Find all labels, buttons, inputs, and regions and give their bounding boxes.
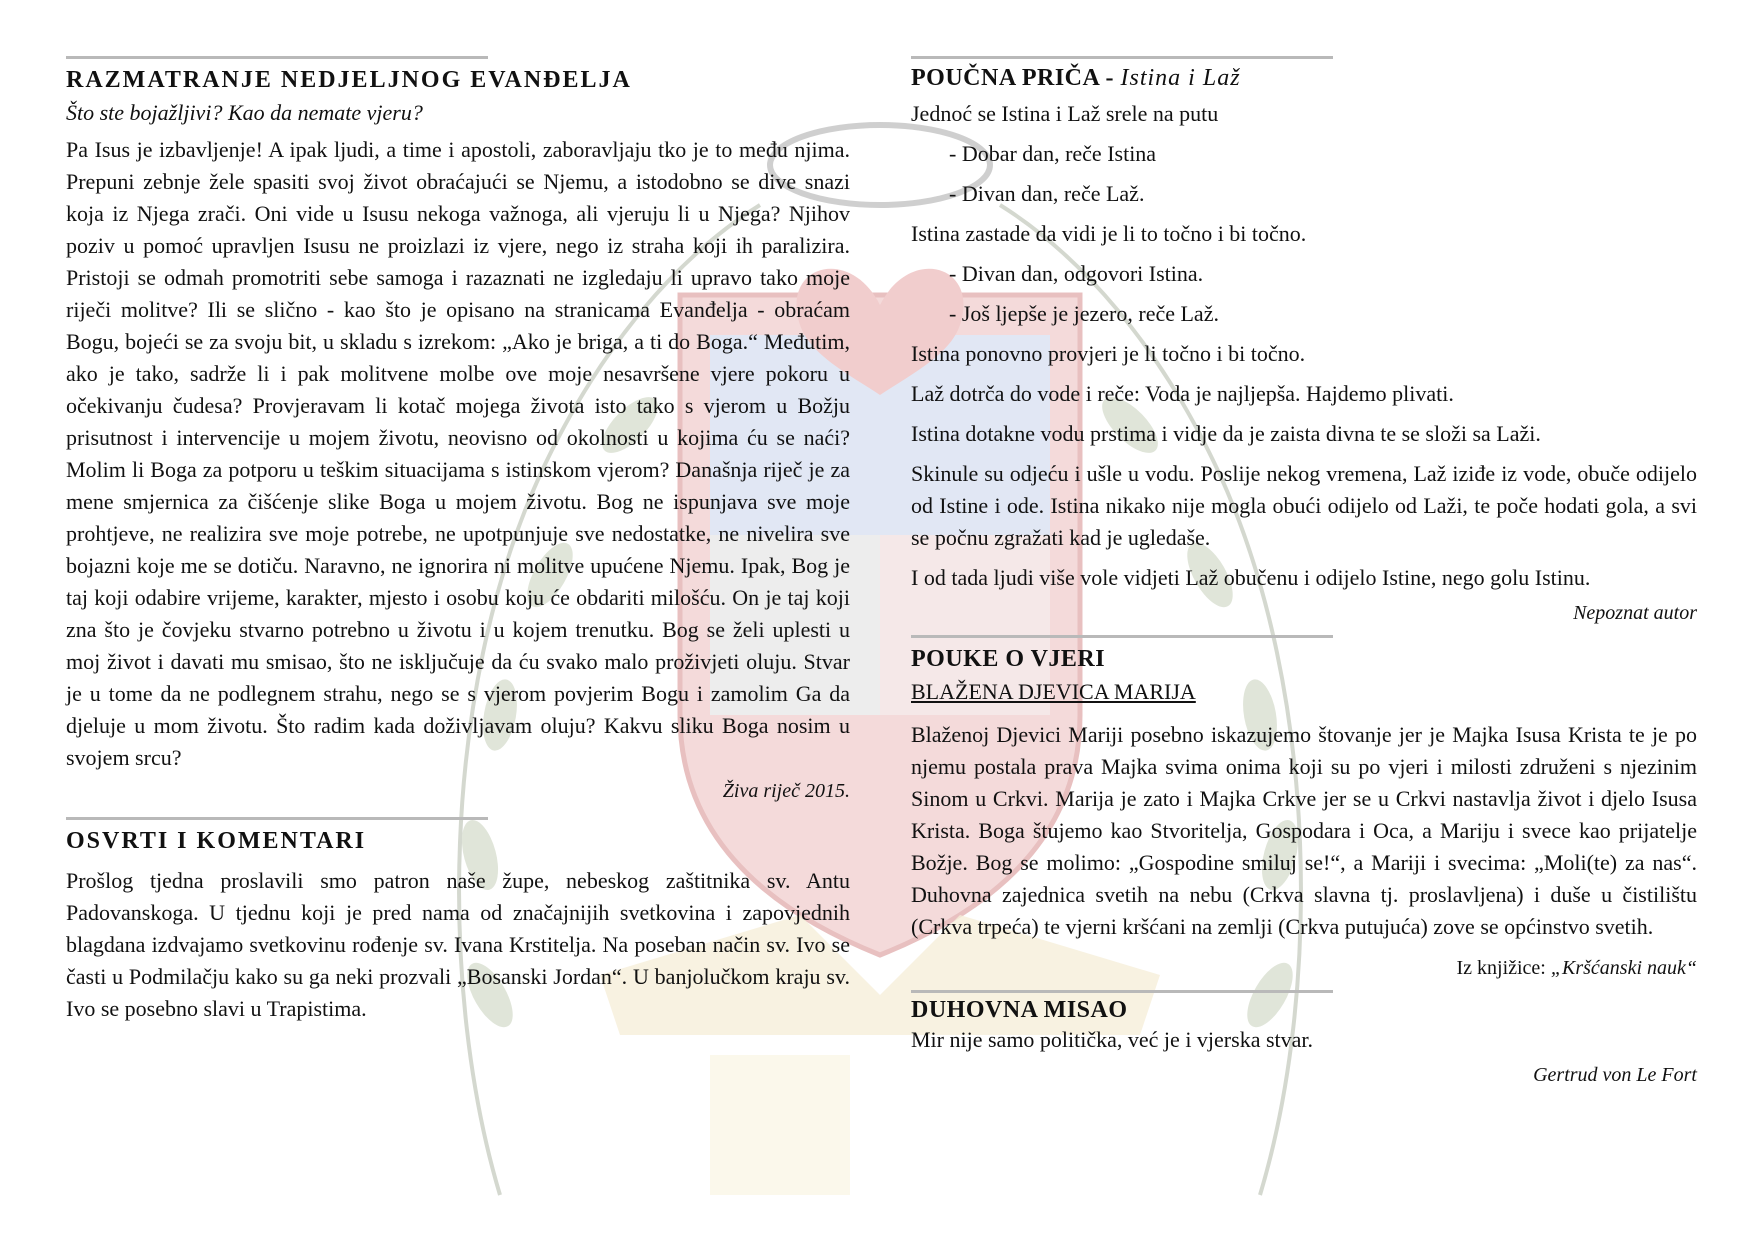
faith-source-prefix: Iz knjižice: — [1456, 957, 1551, 979]
gospel-subtitle: Što ste bojažljivi? Kao da nemate vjeru? — [66, 100, 423, 125]
story-line: Jednoć se Istina i Laž srele na putu — [911, 101, 1219, 126]
right-column — [911, 56, 1697, 1087]
section-title-gospel-reflection: RAZMATRANJE NEDJELJNOG EVANĐELJA — [66, 67, 632, 93]
story-title-separator: - — [1099, 65, 1121, 91]
section-divider — [66, 817, 488, 820]
faith-text: Blaženoj Djevici Mariji posebno iskazujemo štovanje jer je Majka Isusa Krista te je po njemu postala prava Majka svima onima koji su po vjeri i milosti združeni s njezinim Sinom u Crkvi. Marija je zato i Majka Crkve jer se u Crkvi nastavlja život i djelo Isusa Krista. Boga štujemo kao Stvoritelja, Gospodara i Oca, a Mariju i svece kao prijatelje Božje. Bog se molimo: „Gospodine smiluj se!“, a Mariji i svecima: „Moli(te) za nas“. Duhovna zajednica svetih na nebu (Crkva slavna tj. proslavljena) i duše u čistilištu (Crkva trpeća) te vjerni kršćani na zemlji (Crkva putujuća) zove se općinstvo svetih. — [911, 722, 1697, 939]
story-line: - Divan dan, reče Laž. — [949, 181, 1145, 206]
section-divider — [911, 56, 1333, 59]
story-line: Istina zastade da vidi je li to točno i bi točno. — [911, 221, 1307, 246]
story-title: POUČNA PRIČA — [911, 65, 1100, 91]
story-subtitle: Istina i Laž — [1120, 65, 1241, 91]
section-divider — [911, 635, 1333, 638]
story-line: Istina dotakne vodu prstima i vidje da je zaista divna te se složi sa Laži. — [911, 421, 1541, 446]
thought-text: Mir nije samo politička, već je i vjerska stvar. — [911, 1027, 1314, 1052]
story-line: Istina ponovno provjeri je li točno i bi točno. — [911, 341, 1306, 366]
faith-source-title: „Kršćanski nauk“ — [1550, 957, 1697, 979]
faith-source — [911, 957, 1697, 980]
story-line: - Divan dan, odgovori Istina. — [949, 261, 1204, 286]
section-title-faith: POUKE O VJERI — [911, 646, 1106, 672]
story-line: - Još ljepše je jezero, reče Laž. — [949, 301, 1219, 326]
section-title-thought: DUHOVNA MISAO — [911, 997, 1128, 1023]
section-title-story — [911, 65, 1697, 92]
comments-text: Prošlog tjedna proslavili smo patron naše župe, nebeskog zaštitnika sv. Antu Padovanskoga. U tjednu koji je pred nama od značajnijih svetkovina i zapovjednih blagdana izdvajamo svetkovinu rođenje sv. Ivana Krstitelja. Na poseban način sv. Ivo se časti u Podmilačju kako su ga neki prozvali „Bosanski Jordan“. U banjolučkom kraju sv. Ivo se posebno slavi u Trapistima. — [66, 868, 850, 1021]
story-line: Laž dotrča do vode i reče: Voda je najljepša. Hajdemo plivati. — [911, 381, 1454, 406]
story-author: Nepoznat autor — [1573, 602, 1697, 624]
faith-subtitle: BLAŽENA DJEVICA MARIJA — [911, 679, 1196, 704]
story-line: Skinule su odjeću i ušle u vodu. Poslije nekog vremena, Laž iziđe iz vode, obuče odijelo od Istine i ode. Istina nikako nije mogla obući odijelo od Laži, te poče hodati gola, a svi se počnu zgražati kad je ugledaše. — [911, 461, 1697, 550]
section-divider — [66, 56, 488, 59]
section-title-comments: OSVRTI I KOMENTARI — [66, 828, 367, 854]
left-column — [66, 56, 850, 1025]
section-divider — [911, 990, 1333, 993]
story-line: - Dobar dan, reče Istina — [949, 141, 1157, 166]
thought-author: Gertrud von Le Fort — [1533, 1064, 1697, 1086]
gospel-reflection-text: Pa Isus je izbavljenje! A ipak ljudi, a time i apostoli, zaboravljaju tko je to među njima. Prepuni zebnje žele spasiti svoj život obraćajući se Njemu, a istodobno se dive snazi koja iz Njega zrači. Oni vide u Isusu nekoga važnoga, ali vjeruju li u Njega? Njihov poziv u pomoć upravljen Isusu ne proizlazi iz vjere, nego iz straha koji ih paralizira. Pristoji se odmah promotriti sebe samoga i razaznati ne izgledaju li upravo tako moje riječi molitve? Ili se slično - kao što je opisano na stranicama Evanđelja - obraćam Bogu, bojeći se za svoju bit, u skladu s izrekom: „Ako je briga, a ti do Boga.“ Međutim, ako je tako, sadrže li i pak molitvene molbe ove moje nesavršene vjere pokoru u očekivanju čudesa? Provjeravam li kotač mojega života isto tako s vjerom u Božju prisutnost i intervencije u mojem životu, neovisno od okolnosti u kojima ću se naći? Molim li Boga za potporu u teškim situacijama s istinskom vjerom? Današnja riječ je za mene smjernica za čišćenje slike Boga u mojem životu. Bog ne ispunjava sve moje prohtjeve, ne realizira sve moje potrebe, ne upotpunjuje sve nedostatke, ne nivelira sve bojazni koje me se dotiču. Naravno, ne ignorira ni molitve upućene Njemu. Ipak, Bog je taj koji odabire vrijeme, karakter, mjesto i osobu koju će obdariti milošću. On je taj koji zna što je čovjeku stvarno potrebno u životu i u kojem trenutku. Bog se želi uplesti u moj život i davati mu smisao, što ne isključuje da ću svako malo proživjeti oluju. Stvar je u tome da ne podlegnem strahu, nego se s vjerom povjerim Bogu i zamolim Ga da djeluje u mom životu. Što radim kada doživljavam oluju? Kakvu sliku Boga nosim u svojem srcu? — [66, 137, 850, 770]
gospel-source: Živa riječ 2015. — [722, 780, 850, 802]
story-line: I od tada ljudi više vole vidjeti Laž obučenu i odijelo Istine, nego golu Istinu. — [911, 565, 1591, 590]
story-lines — [911, 98, 1697, 594]
